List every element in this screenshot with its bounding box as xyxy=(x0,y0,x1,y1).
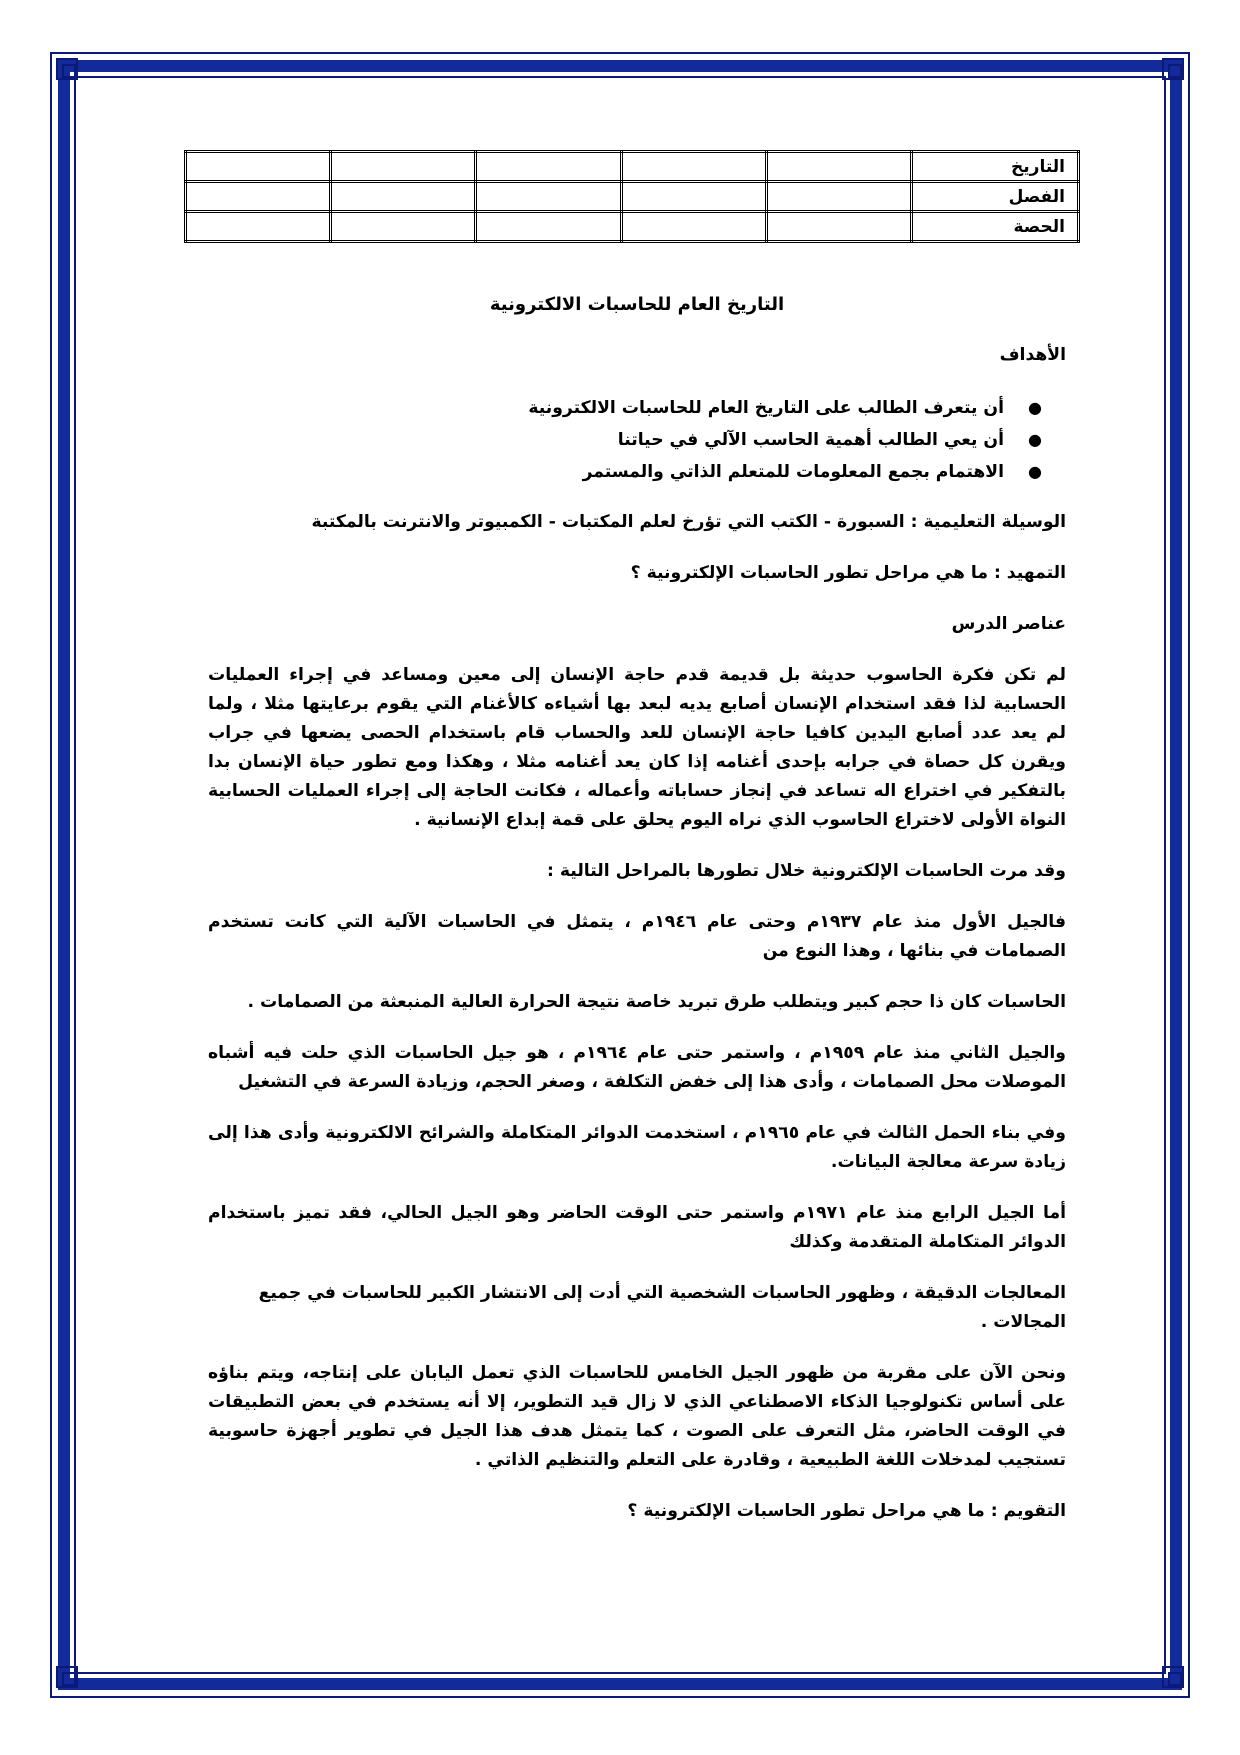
table-cell xyxy=(621,212,766,242)
list-item: ● الاهتمام بجمع المعلومات للمتعلم الذاتي والمستمر xyxy=(208,456,1004,488)
paragraph: المعالجات الدقيقة ، وظهور الحاسبات الشخصية التي أدت إلى الانتشار الكبير للحاسبات في جميع المجالات . xyxy=(258,1283,1066,1332)
lesson-elements-heading: عناصر الدرس xyxy=(951,614,1066,634)
table-row xyxy=(186,152,1079,182)
table-cell xyxy=(766,152,911,182)
date-label: التاريخ xyxy=(912,152,1079,182)
list-item: ● أن يتعرف الطالب على التاريخ العام للحاسبات الالكترونية xyxy=(208,392,1004,424)
table-cell xyxy=(621,152,766,182)
table-cell xyxy=(476,212,621,242)
paragraph: ونحن الآن على مقربة من ظهور الجيل الخامس للحاسبات الذي تعمل اليابان على إنتاجه، ويتم بناؤه على أساس تكنولوجيا الذكاء الاصطناعي الذي لا زال قيد التطوير، إلا أنه يستخدم في بعض التطبيقات في الوقت الحاضر، مثل التعرف على الصوت ، كما يتمثل هدف هذا الجيل في تطوير أجهزة حاسوبية تستجيب لمدخلات اللغة الطبيعية ، وقادرة على التعلم والتنظيم الذاتي . xyxy=(208,1363,1066,1470)
paragraph: فالجيل الأول منذ عام ١٩٣٧م وحتى عام ١٩٤٦م ، يتمثل في الحاسبات الآلية التي كانت تستخدم الصمامات في بنائها ، وهذا النوع من xyxy=(208,912,1066,961)
class-label: الفصل xyxy=(912,182,1079,212)
paragraph: والجيل الثاني منذ عام ١٩٥٩م ، واستمر حتى عام ١٩٦٤م ، هو جيل الحاسبات الذي حلت فيه أشباه الموصلات محل الصمامات ، وأدى هذا إلى خفض التكلفة ، وصغر الحجم، وزيادة السرعة في التشغيل xyxy=(208,1043,1066,1092)
lesson-info-table xyxy=(184,150,1080,243)
paragraph: الحاسبات كان ذا حجم كبير ويتطلب طرق تبريد خاصة نتيجة الحرارة العالية المنبعثة من الصمامات . xyxy=(247,992,1066,1012)
bullet-icon: ● xyxy=(1028,462,1042,481)
table-cell xyxy=(331,182,476,212)
list-item: ● أن يعي الطالب أهمية الحاسب الآلي في حياتنا xyxy=(208,424,1004,456)
table-cell xyxy=(186,152,331,182)
lesson-title: التاريخ العام للحاسبات الالكترونية xyxy=(489,294,785,315)
paragraph: أما الجيل الرابع منذ عام ١٩٧١م واستمر حتى الوقت الحاضر وهو الجيل الحالي، فقد تميز باستخدام الدوائر المتكاملة المتقدمة وكذلك xyxy=(208,1203,1066,1252)
objectives-list xyxy=(208,392,1066,488)
bullet-icon: ● xyxy=(1028,398,1042,417)
teaching-aid: الوسيلة التعليمية : السبورة - الكتب التي تؤرخ لعلم المكتبات - الكمبيوتر والانترنت بالمكتبة xyxy=(311,512,1066,532)
table-row xyxy=(186,212,1079,242)
table-cell xyxy=(766,212,911,242)
table-cell xyxy=(476,182,621,212)
table-cell xyxy=(331,212,476,242)
table-row xyxy=(186,182,1079,212)
table-cell xyxy=(476,152,621,182)
paragraph: لم تكن فكرة الحاسوب حديثة بل قديمة قدم حاجة الإنسان إلى معين ومساعد في إجراء العمليات الحسابية لذا فقد استخدام الإنسان أصابع يديه لبعد بها أشياءه كالأغنام التي يقوم برعايتها مثلا ، ولما لم يعد عدد أصابع اليدين كافيا حاجة الإنسان للعد والحساب قام باستخدام الحصى يضعها في جراب ويقرن كل حصاة في جرابه بإحدى أغنامه إذا كان يعد أغنامه مثلا ، وهكذا ومع تطور حياة الإنسان بدا بالتفكير في اختراع اله تساعد في إنجاز حساباته وأعماله ، فكانت الحاجة إلى إجراء العمليات الحسابية النواة الأولى لاختراع الحاسوب الذي نراه اليوم يحلق على قمة إبداع الإنسانية . xyxy=(208,665,1066,830)
table-cell xyxy=(331,152,476,182)
paragraph: وقد مرت الحاسبات الإلكترونية خلال تطورها بالمراحل التالية : xyxy=(547,861,1066,881)
evaluation: التقويم : ما هي مراحل تطور الحاسبات الإلكترونية ؟ xyxy=(627,1501,1066,1521)
table-cell xyxy=(186,212,331,242)
introduction: التمهيد : ما هي مراحل تطور الحاسبات الإلكترونية ؟ xyxy=(630,563,1066,583)
table-cell xyxy=(186,182,331,212)
objectives-heading: الأهداف xyxy=(999,345,1066,365)
bullet-icon: ● xyxy=(1028,430,1042,449)
table-cell xyxy=(621,182,766,212)
lesson-content xyxy=(208,290,1066,1548)
table-cell xyxy=(766,182,911,212)
paragraph: وفي بناء الحمل الثالث في عام ١٩٦٥م ، استخدمت الدوائر المتكاملة والشرائح الالكترونية وأدى هذا إلى زيادة سرعة معالجة البيانات. xyxy=(208,1123,1066,1172)
period-label: الحصة xyxy=(912,212,1079,242)
corner-ornament-top-left xyxy=(56,58,78,80)
corner-ornament-bottom-right xyxy=(1162,1666,1184,1688)
corner-ornament-bottom-left xyxy=(56,1666,78,1688)
corner-ornament-top-right xyxy=(1162,58,1184,80)
